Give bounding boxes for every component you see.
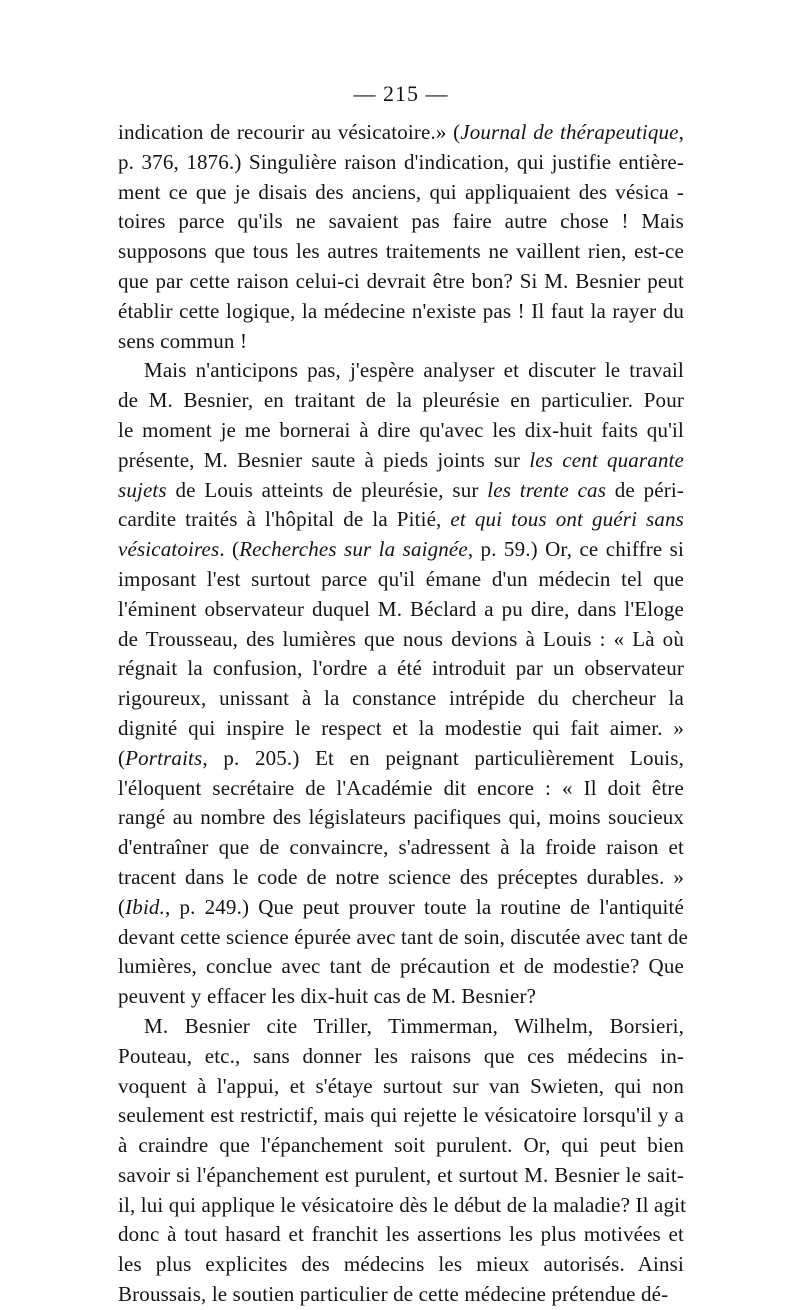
text-line: [118, 1101, 684, 1131]
text-line: [118, 893, 684, 923]
text-segment: d'entraîner que de convaincre, s'adressent à la froide raison et: [118, 835, 684, 860]
text-segment: , p. 59.) Or, ce chiffre si: [467, 537, 684, 562]
text-segment: cardite traités à l'hôpital de la Pitié,: [118, 507, 451, 532]
text-segment: savoir si l'épanchement est purulent, et surtout M. Besnier le sait-: [118, 1162, 684, 1187]
text-line: [118, 833, 684, 863]
text-segment: il, lui qui applique le vésicatoire dès le début de la maladie? Il agit: [118, 1192, 687, 1217]
text-line: [118, 1131, 684, 1161]
text-segment: indication de recourir au vésicatoire.» (: [118, 120, 461, 144]
text-segment: rangé au nombre des législateurs pacifiques qui, moins soucieux: [118, 805, 684, 830]
text-line: [118, 1012, 684, 1042]
text-segment: M. Besnier cite Triller, Timmerman, Wilhelm, Borsieri,: [144, 1013, 684, 1038]
text-line: [118, 1280, 684, 1310]
text-line: [118, 476, 684, 506]
body-text: [118, 118, 688, 1310]
text-segment: à craindre que l'épanchement soit purulent. Or, qui peut bien: [118, 1133, 684, 1158]
paragraph: [118, 356, 688, 1012]
text-segment: ment ce que je disais des anciens, qui appliquaient des vésica -: [118, 179, 684, 204]
text-line: [118, 1042, 684, 1072]
text-line: [118, 982, 684, 1012]
text-segment: l'éminent observateur duquel M. Béclard a pu dire, dans l'Eloge: [118, 596, 684, 621]
text-segment: lumières, conclue avec tant de précaution et de modestie? Que: [118, 954, 684, 979]
text-segment: Pouteau, etc., sans donner les raisons que ces médecins in-: [118, 1043, 684, 1068]
text-segment: (: [118, 894, 126, 919]
text-line: [118, 684, 684, 714]
text-line: [118, 803, 684, 833]
text-line: [118, 505, 684, 535]
text-line: [118, 327, 684, 357]
italic-text: sujets: [118, 477, 167, 502]
text-line: [118, 952, 684, 982]
text-line: [118, 1161, 684, 1191]
text-segment: p. 376, 1876.) Singulière raison d'indication, qui justifie entière-: [118, 149, 684, 174]
text-line: [118, 178, 684, 208]
text-segment: présente, M. Besnier saute à pieds joints sur: [118, 447, 530, 472]
italic-text: vésicatoires: [118, 537, 220, 562]
text-line: [118, 148, 684, 178]
italic-text: les trente cas: [487, 477, 607, 502]
text-segment: devant cette science épurée avec tant de soin, discutée avec tant de: [118, 924, 688, 949]
text-line: [118, 446, 684, 476]
text-line: [118, 625, 684, 655]
text-line: [118, 1191, 687, 1221]
page-number: — 215 —: [353, 81, 449, 106]
text-segment: de péri-: [606, 477, 685, 502]
text-line: [118, 356, 684, 386]
text-segment: que par cette raison celui-ci devrait être bon? Si M. Besnier peut: [118, 268, 684, 293]
book-page: [118, 80, 688, 1310]
italic-text: Portraits: [125, 745, 203, 770]
text-line: [118, 654, 684, 684]
text-segment: . (: [219, 537, 240, 562]
text-line: [118, 386, 684, 416]
italic-text: Journal de thérapeutique: [460, 120, 679, 144]
text-line: [118, 416, 684, 446]
paragraph: [118, 118, 684, 356]
text-line: [118, 207, 684, 237]
text-segment: (: [118, 745, 126, 770]
text-segment: sens commun !: [118, 328, 248, 353]
text-line: [118, 744, 684, 774]
text-segment: ,: [678, 120, 684, 144]
paragraph: [118, 1012, 687, 1310]
text-segment: voquent à l'appui, et s'étaye surtout sur van Swieten, qui non: [118, 1073, 684, 1098]
text-segment: , p. 249.) Que peut prouver toute la routine de l'antiquité: [164, 894, 684, 919]
italic-text: et qui tous ont guéri sans: [450, 507, 684, 532]
text-line: [118, 595, 684, 625]
text-segment: de Louis atteints de pleurésie, sur: [166, 477, 488, 502]
text-segment: supposons que tous les autres traitements ne vaillent rien, est-ce: [118, 239, 684, 264]
text-segment: le moment je me bornerai à dire qu'avec les dix-huit faits qu'il: [118, 417, 684, 442]
text-segment: Broussais, le soutien particulier de cette médecine prétendue dé-: [118, 1282, 669, 1307]
text-line: [118, 535, 684, 565]
text-line: [118, 923, 688, 953]
text-line: [118, 774, 684, 804]
text-line: [118, 1220, 684, 1250]
text-segment: toires parce qu'ils ne savaient pas faire autre chose ! Mais: [118, 209, 684, 234]
text-segment: donc à tout hasard et franchit les assertions les plus motivées et: [118, 1222, 684, 1247]
italic-text: les cent quarante: [529, 447, 684, 472]
text-segment: imposant l'est surtout parce qu'il émane d'un médecin tel que: [118, 566, 684, 591]
text-line: [118, 1250, 684, 1280]
text-line: [118, 863, 684, 893]
text-segment: de Trousseau, des lumières que nous devions à Louis : « Là où: [118, 626, 684, 651]
text-line: [118, 118, 684, 148]
text-line: [118, 297, 684, 327]
text-segment: établir cette logique, la médecine n'existe pas ! Il faut la rayer du: [118, 298, 684, 323]
text-segment: peuvent y effacer les dix-huit cas de M. Besnier?: [118, 984, 537, 1009]
text-line: [118, 267, 684, 297]
text-line: [118, 565, 684, 595]
text-segment: tracent dans le code de notre science des préceptes durables. »: [118, 864, 684, 889]
text-segment: , p. 205.) Et en peignant particulièrement Louis,: [202, 745, 684, 770]
text-line: [118, 237, 684, 267]
text-segment: régnait la confusion, l'ordre a été introduit par un observateur: [118, 656, 684, 681]
italic-text: Ibid.: [125, 894, 165, 919]
text-segment: seulement est restrictif, mais qui rejette le vésicatoire lorsqu'il y a: [118, 1103, 684, 1128]
italic-text: Recherches sur la saignée: [239, 537, 468, 562]
text-segment: rigoureux, unissant à la constance intrépide du chercheur la: [118, 686, 684, 711]
text-line: [118, 714, 684, 744]
text-segment: dignité qui inspire le respect et la modestie qui fait aimer. »: [118, 715, 684, 740]
text-segment: de M. Besnier, en traitant de la pleurésie en particulier. Pour: [118, 388, 684, 413]
text-line: [118, 1072, 684, 1102]
text-segment: les plus explicites des médecins les mieux autorisés. Ainsi: [118, 1252, 684, 1277]
text-segment: Mais n'anticipons pas, j'espère analyser et discuter le travail: [144, 358, 684, 383]
text-segment: l'éloquent secrétaire de l'Académie dit encore : « Il doit être: [118, 775, 684, 800]
